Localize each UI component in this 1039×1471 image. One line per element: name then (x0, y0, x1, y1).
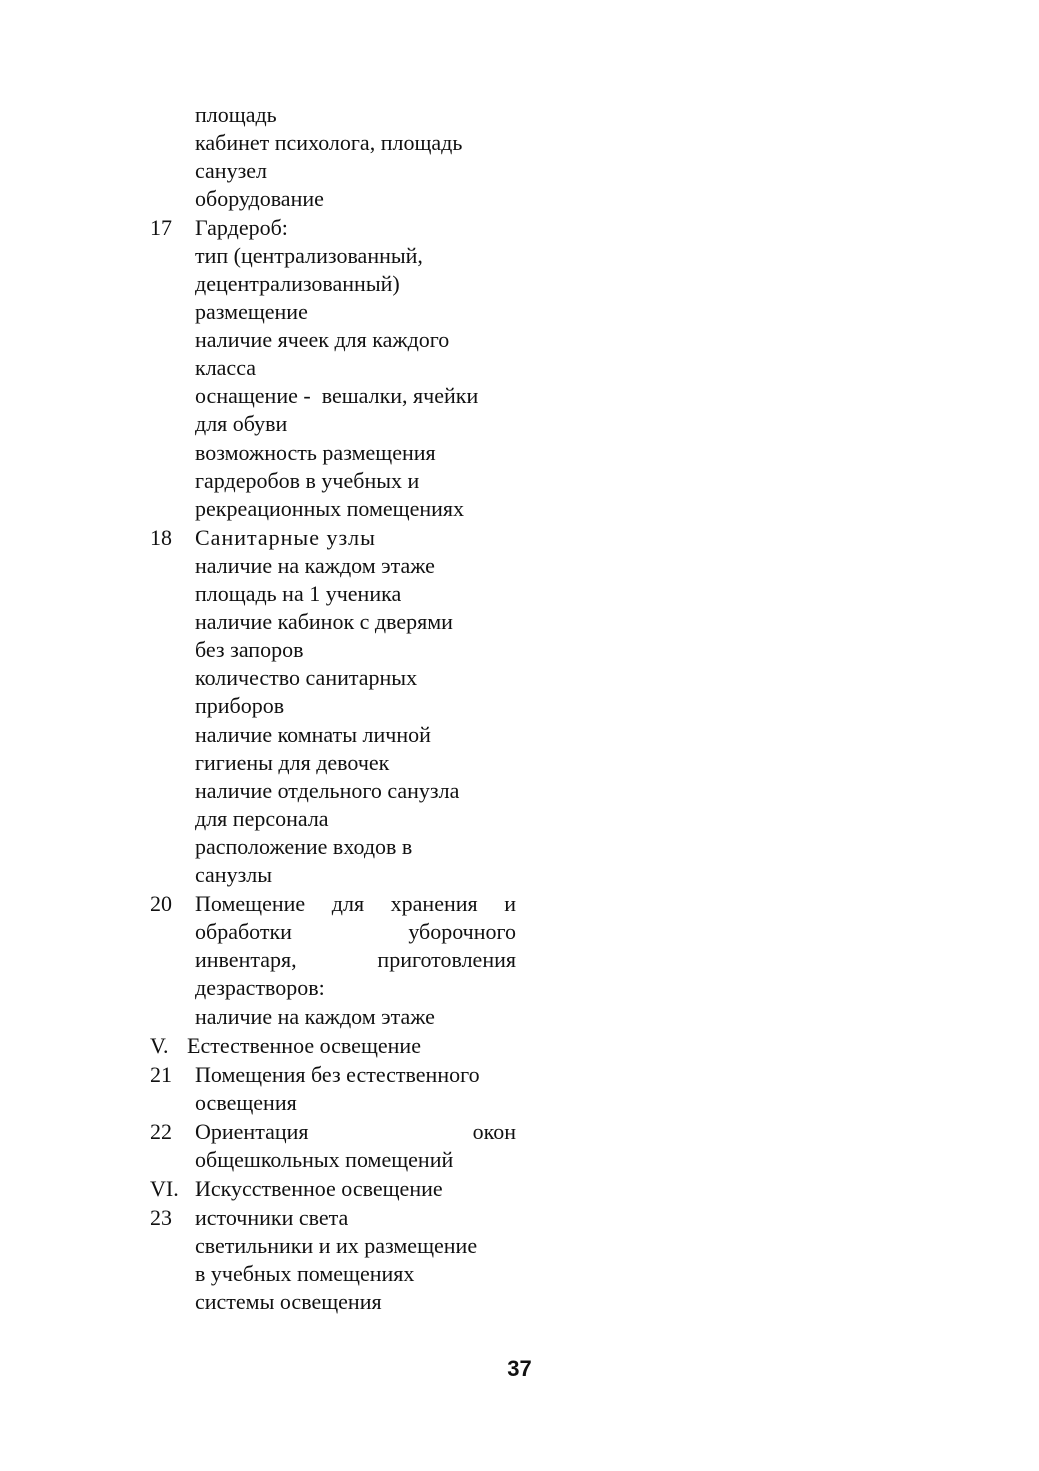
word: уборочного (408, 919, 516, 944)
line-text: расположение входов в (195, 834, 413, 859)
line-text: наличие отдельного санузла (195, 778, 460, 803)
item-heading: Санитарные узлы (195, 525, 376, 550)
word: и (504, 891, 516, 916)
word: Ориентация (195, 1119, 309, 1144)
word: хранения (390, 891, 478, 916)
item-heading: Гардероб: (195, 215, 288, 240)
item-number: 18 (150, 525, 172, 550)
line-text: количество санитарных (195, 665, 418, 690)
line-text: освещения (195, 1090, 297, 1115)
section-number: VI. (150, 1176, 179, 1201)
justified-line (195, 946, 516, 974)
line-text: размещение (195, 299, 308, 324)
section-heading: Естественное освещение (187, 1033, 421, 1058)
item-number: 21 (150, 1062, 172, 1087)
line-text: в учебных помещениях (195, 1261, 415, 1286)
section-number: V. (150, 1033, 169, 1058)
justified-line (195, 1118, 516, 1146)
line-text: площадь на 1 ученика (195, 581, 402, 606)
line-text: системы освещения (195, 1289, 382, 1314)
line-text: наличие комнаты личной (195, 722, 431, 747)
line-text: наличие на каждом этаже (195, 1004, 435, 1029)
item-number: 23 (150, 1205, 172, 1230)
word: инвентаря, (195, 947, 297, 972)
page-number: 37 (507, 1356, 532, 1381)
line-text: дезрастворов: (195, 975, 325, 1000)
line-text: децентрализованный) (195, 271, 400, 296)
line-text: возможность размещения (195, 440, 436, 465)
line-text: наличие ячеек для каждого (195, 327, 450, 352)
section-heading: Искусственное освещение (195, 1176, 443, 1201)
word: обработки (195, 919, 292, 944)
item-heading: источники света (195, 1205, 349, 1230)
line-text: площадь (195, 102, 277, 127)
line-text: санузел (195, 158, 268, 183)
line-text: гардеробов в учебных и (195, 468, 420, 493)
justified-line (195, 918, 516, 946)
word: Помещение (195, 891, 306, 916)
word: окон (472, 1119, 516, 1144)
line-text: тип (централизованный, (195, 243, 423, 268)
line-text: класса (195, 355, 256, 380)
line-text: наличие кабинок с дверями (195, 609, 453, 634)
line-text: санузлы (195, 862, 273, 887)
line-text: гигиены для девочек (195, 750, 390, 775)
line-text: светильники и их размещение (195, 1233, 478, 1258)
line-text: приборов (195, 693, 285, 718)
line-text: для персонала (195, 806, 329, 831)
item-number: 17 (150, 215, 172, 240)
word: для (331, 891, 365, 916)
line-text: оснащение - вешалки, ячейки (195, 383, 479, 408)
item-heading: Помещения без естественного (195, 1062, 480, 1087)
line-text: рекреационных помещениях (195, 496, 465, 521)
item-number: 20 (150, 891, 172, 916)
justified-line (195, 890, 516, 918)
line-text: наличие на каждом этаже (195, 553, 435, 578)
word: приготовления (377, 947, 516, 972)
line-text: для обуви (195, 411, 288, 436)
item-number: 22 (150, 1119, 172, 1144)
line-text: оборудование (195, 186, 324, 211)
line-text: кабинет психолога, площадь (195, 130, 463, 155)
line-text: общешкольных помещений (195, 1147, 454, 1172)
line-text: без запоров (195, 637, 304, 662)
